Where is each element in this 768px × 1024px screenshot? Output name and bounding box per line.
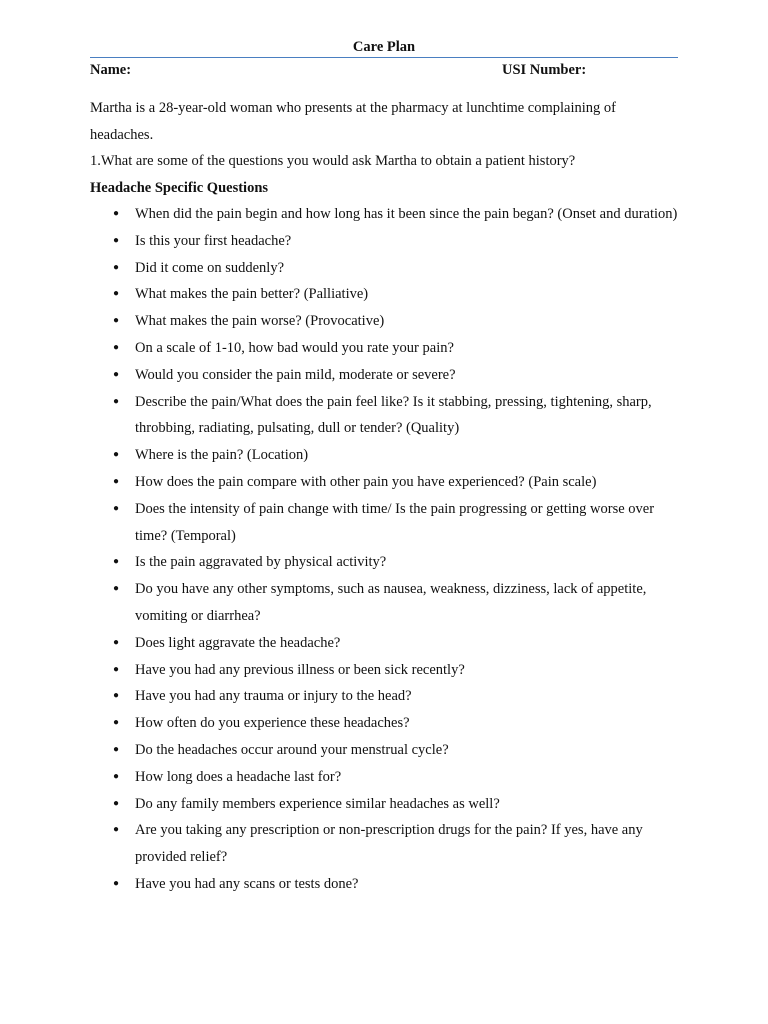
bullet-dot-icon: ●: [113, 368, 120, 380]
list-item-text: Do the headaches occur around your menstrual cycle?: [135, 741, 449, 758]
list-item-text: How often do you experience these headaches?: [135, 715, 410, 732]
list-item-text: Are you taking any prescription or non-prescription drugs for the pain? If yes, have any provided relief?: [135, 822, 643, 866]
bullet-dot-icon: ●: [113, 743, 120, 755]
bullet-dot-icon: ●: [113, 583, 120, 595]
list-item-text: Does light aggravate the headache?: [135, 634, 341, 651]
list-item: [90, 549, 680, 576]
bullet-dot-icon: ●: [113, 315, 120, 327]
list-item: [90, 201, 680, 228]
list-item: [90, 657, 680, 684]
list-item-text: How does the pain compare with other pain you have experienced? (Pain scale): [135, 473, 597, 490]
bullet-dot-icon: ●: [113, 663, 120, 675]
list-item: [90, 308, 680, 335]
list-item: [90, 871, 680, 898]
list-item-text: Is the pain aggravated by physical activity?: [135, 554, 387, 571]
list-item: [90, 496, 680, 550]
list-item: [90, 737, 680, 764]
list-item-text: Have you had any previous illness or been sick recently?: [135, 661, 465, 678]
bullet-dot-icon: ●: [113, 475, 120, 487]
list-item: [90, 791, 680, 818]
list-item-text: When did the pain begin and how long has it been since the pain began? (Onset and duration): [135, 206, 678, 222]
list-item: [90, 469, 680, 496]
list-item: [90, 281, 680, 308]
usi-number-label: USI Number:: [502, 62, 587, 78]
list-item-text: Do you have any other symptoms, such as nausea, weakness, dizziness, lack of appetite, vomiting or diarrhea?: [135, 581, 647, 624]
bullet-dot-icon: ●: [113, 449, 120, 461]
list-item-text: How long does a headache last for?: [135, 768, 342, 785]
list-item: [90, 817, 680, 871]
bullet-dot-icon: ●: [113, 690, 120, 702]
bullet-dot-icon: ●: [113, 770, 120, 782]
list-item-text: Where is the pain? (Location): [135, 447, 309, 464]
list-item-text: Have you had any trauma or injury to the head?: [135, 688, 412, 705]
bullet-dot-icon: ●: [113, 824, 120, 836]
header-fields: [90, 60, 678, 80]
bullet-dot-icon: ●: [113, 502, 120, 514]
bullet-dot-icon: ●: [113, 234, 120, 246]
list-item-text: Have you had any scans or tests done?: [135, 875, 359, 892]
list-item-text: Does the intensity of pain change with time/ Is the pain progressing or getting worse over time? (Temporal): [135, 500, 655, 544]
list-item-text: What makes the pain better? (Palliative): [135, 286, 369, 303]
list-item-text: Do any family members experience similar headaches as well?: [135, 795, 500, 812]
question-list: [90, 201, 680, 898]
document-title: Care Plan: [352, 39, 416, 55]
list-item: [90, 630, 680, 657]
list-item-text: Is this your first headache?: [135, 232, 292, 249]
list-item-text: Would you consider the pain mild, moderate or severe?: [135, 366, 456, 383]
section-heading: Headache Specific Questions: [90, 180, 269, 196]
list-item-text: Did it come on suddenly?: [135, 259, 285, 276]
list-item-text: What makes the pain worse? (Provocative): [135, 313, 385, 330]
name-label: Name:: [90, 62, 132, 78]
list-item: [90, 255, 680, 282]
bullet-dot-icon: ●: [113, 877, 120, 889]
bullet-dot-icon: ●: [113, 556, 120, 568]
list-item: [90, 442, 680, 469]
bullet-dot-icon: ●: [113, 797, 120, 809]
case-intro-paragraph: Martha is a 28-year-old woman who presents at the pharmacy at lunchtime complaining of headaches.: [90, 100, 616, 143]
list-item: [90, 228, 680, 255]
bullet-dot-icon: ●: [113, 341, 120, 353]
bullet-dot-icon: ●: [113, 395, 120, 407]
list-item: [90, 764, 680, 791]
list-item: [90, 710, 680, 737]
list-item: [90, 389, 680, 443]
list-item: [90, 362, 680, 389]
list-item-text: Describe the pain/What does the pain feel like? Is it stabbing, pressing, tightening, sharp, throbbing, radiating, pulsating, dull or tender? (Quality): [135, 393, 652, 437]
list-item: [90, 335, 680, 362]
list-item: [90, 576, 680, 630]
list-item: [90, 683, 680, 710]
question-prompt: 1.What are some of the questions you would ask Martha to obtain a patient history?: [90, 153, 576, 169]
bullet-dot-icon: ●: [113, 717, 120, 729]
bullet-dot-icon: ●: [113, 636, 120, 648]
bullet-dot-icon: ●: [113, 288, 120, 300]
list-item-text: On a scale of 1-10, how bad would you rate your pain?: [135, 339, 454, 356]
title-underline: [90, 57, 678, 58]
bullet-dot-icon: ●: [113, 261, 120, 273]
bullet-dot-icon: ●: [113, 208, 120, 219]
